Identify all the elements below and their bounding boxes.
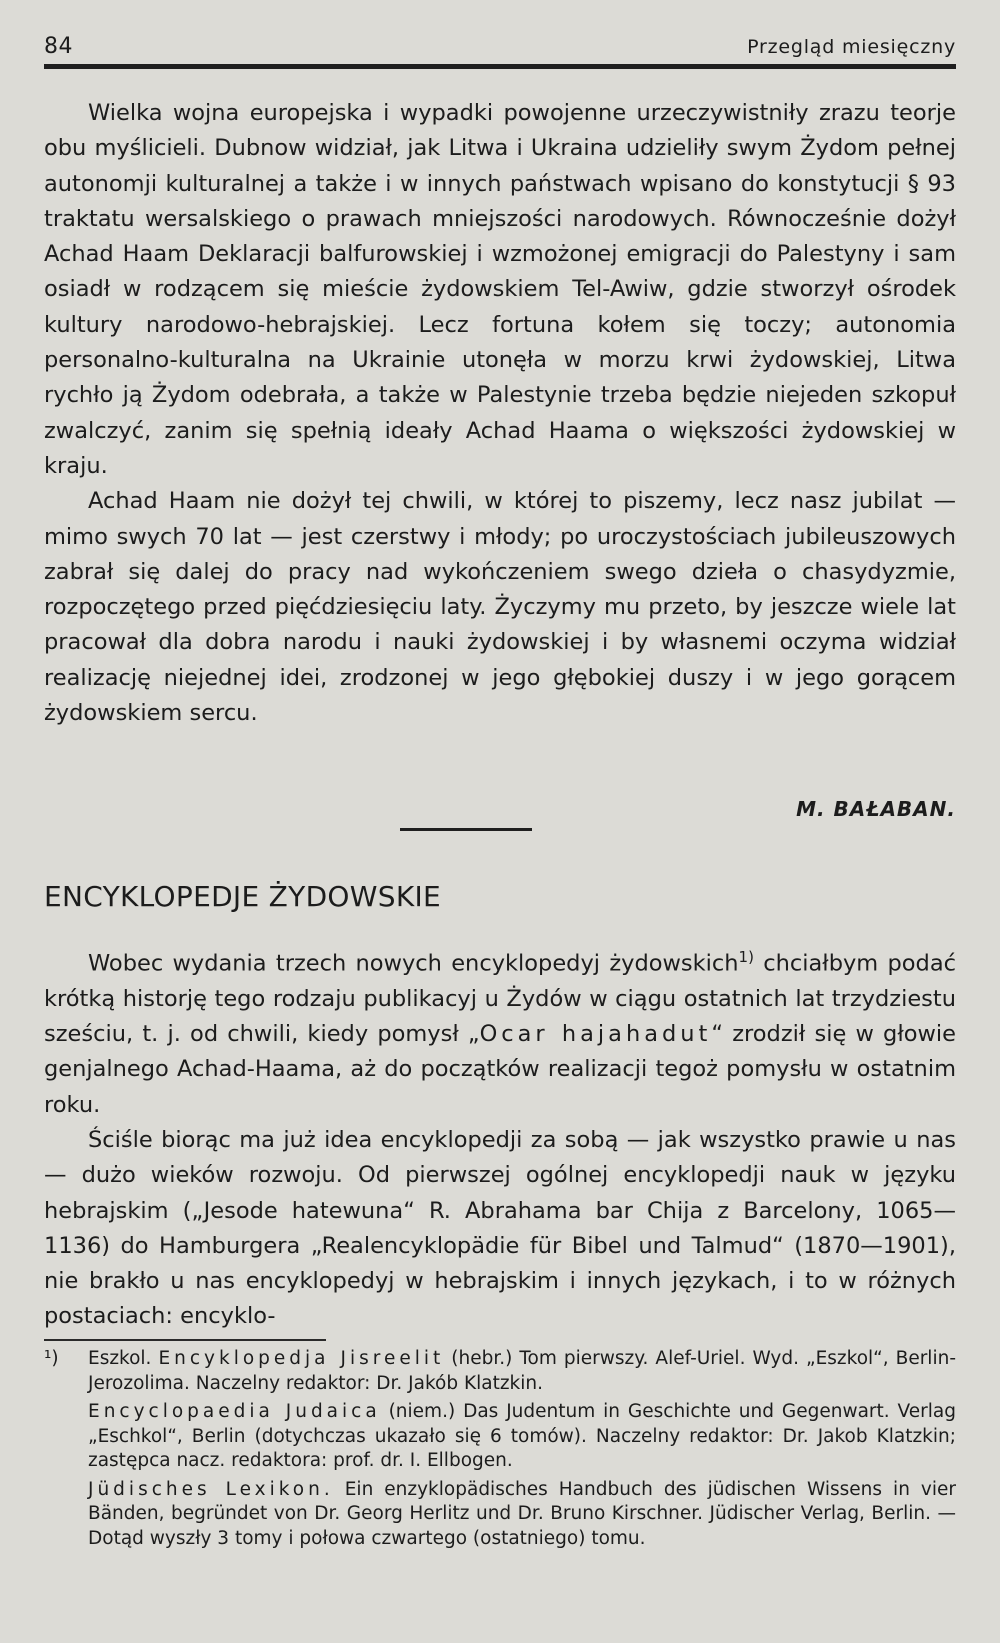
text-run: Wobec wydania trzech nowych encyklopedyj żydowskich — [88, 950, 739, 977]
text-run: “ zrodził się w głowie genjalnego Achad-Haama, aż do początków realizacji tegoż pomysłu w ostatnim roku. — [44, 1021, 956, 1118]
section-heading: ENCYKLOPEDJE ŻYDOWSKIE — [44, 880, 442, 913]
text-run: Eszkol. — [88, 1348, 159, 1369]
paragraph: Ściśle biorąc ma już idea encyklopedji za sobą — jak wszystko prawie u nas — dużo wieków rozwoju. Od pierwszej ogólnej encyklopedji nauk w języku hebrajskim („Jesode hatewuna“ R. Abrahama bar Chija z Barcelony, 1065—1136) do Hamburgera „Realencyklopädie für Bibel und Talmud“ (1870—1901), nie brakło u nas encyklopedyj w hebrajskim i innych językach, i to w różnych postaciach: encyklo- — [44, 1126, 956, 1330]
footnote — [44, 1347, 956, 1396]
text-run: (niem.) Das Judentum in Geschichte und Gegenwart. Verlag „Eschkol“, Berlin (dotychczas ukazało się 6 tomów). Naczelny redaktor: Dr. Jakob Klatzkin; zastępca nacz. redaktora: prof. dr. I. Ellbogen. — [88, 1401, 956, 1471]
page-number: 84 — [44, 34, 73, 59]
text-run: (hebr.) Tom pierwszy. Alef-Uriel. Wyd. „Eszkol“, Berlin-Jerozolima. Naczelny redaktor: Dr. Jakób Klatzkin. — [88, 1348, 956, 1394]
footnote-entry — [44, 1400, 956, 1474]
footnotes — [44, 1347, 956, 1551]
paragraph: Wielka wojna europejska i wypadki powojenne urzeczywistniły zrazu teorje obu myślicieli. Dubnow widział, jak Litwa i Ukraina udzieliły swym Żydom pełnej autonomji kulturalnej a także i w innych państwach wpisano do konstytucji § 93 traktatu wersalskiego o prawach mniejszości narodowych. Równocześnie dożył Achad Haam Deklaracji balfurowskiej i wzmożonej emigracji do Palestyny i sam osiadł w rodzącem się mieście żydowskiem Tel-Awiw, gdzie stworzył ośrodek kultury narodowo-hebrajskiej. Lecz fortuna kołem się toczy; autonomia personalno-kulturalna na Ukrainie utonęła w morzu krwi żydowskiej, Litwa rychło ją Żydom odebrała, a także w Palestynie trzeba będzie niejeden szkopuł zwalczyć, zanim się spełnią ideały Achad Haama o większości żydowskiej w kraju. — [44, 100, 956, 479]
spaced-title: Encyklopedja Jisreelit — [158, 1348, 445, 1369]
header-rule — [44, 64, 956, 69]
spaced-title: Ocar hajahadut — [479, 1021, 712, 1048]
section-separator — [400, 828, 532, 831]
running-title: Przegląd miesięczny — [747, 36, 956, 58]
section-body — [44, 940, 956, 1335]
paragraph: Achad Haam nie dożył tej chwili, w której to piszemy, lecz nasz jubilat — mimo swych 70 lat — jest czerstwy i młody; po uroczystościach jubileuszowych zabrał się dalej do pracy nad wykończeniem swego dzieła o chasydyzmie, rozpoczętego przed pięćdziesięciu laty. Życzymy mu przeto, by jeszcze wiele lat pracował dla dobra narodu i nauki żydowskiej i by własnemi oczyma widział realizację niejednej idei, zrodzonej w jego głębokiej duszy i w jego gorącem żydowskiem sercu. — [44, 488, 956, 727]
footnote-reference: 1) — [738, 948, 754, 966]
spaced-title: Encyclopaedia Judaica — [88, 1401, 381, 1422]
text-run: Ein enzyklopädisches Handbuch des jüdischen Wissens in vier Bänden, begründet von Dr. Georg Herlitz und Dr. Bruno Kirschner. Jüdischer Verlag, Berlin. — Dotąd wyszły 3 tomy i połowa czwartego (ostatniego) tomu. — [88, 1478, 956, 1549]
spaced-title: Jüdisches Lexikon. — [88, 1478, 334, 1500]
footnote-marker: ¹) — [44, 1348, 59, 1369]
text-run: chciałbym podać krótką historję tego rodzaju publikacyj u Żydów w ciągu ostatnich lat trzydziestu sześciu, t. j. od chwili, kiedy pomysł „ — [44, 950, 956, 1048]
article-body — [44, 96, 956, 731]
paragraph — [44, 940, 956, 1123]
footnote-entry — [44, 1478, 956, 1552]
author-signature: M. BAŁABAN. — [796, 797, 956, 821]
page-header — [44, 34, 956, 64]
footnote-rule — [44, 1339, 326, 1341]
